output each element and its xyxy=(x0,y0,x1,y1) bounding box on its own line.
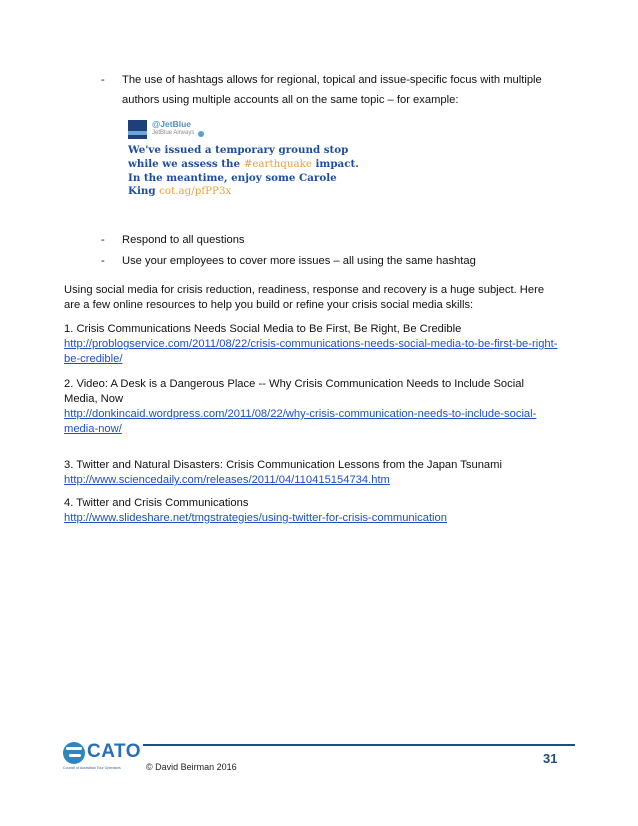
logo-subtitle: Council of Australian Tour Operators xyxy=(63,766,121,770)
resource-title: 1. Crisis Communications Needs Social Media to Be First, Be Right, Be Credible xyxy=(64,323,462,335)
copyright-notice: © David Beirman 2016 xyxy=(146,762,237,772)
tweet-hashtag: #earthquake xyxy=(243,157,312,170)
bullet-dash: - xyxy=(101,74,105,86)
tweet-handle: @JetBlue xyxy=(152,119,191,129)
tweet-text-segment: impact. xyxy=(311,157,359,170)
logo-wordmark: CATO xyxy=(87,741,142,762)
tweet-text-segment: while we assess the xyxy=(128,157,244,170)
resource-item-4 xyxy=(64,496,576,526)
resource-link[interactable]: media-now/ xyxy=(64,423,122,435)
tweet-text xyxy=(128,144,359,199)
resource-link[interactable]: http://donkincaid.wordpress.com/2011/08/22/why-crisis-communication-needs-to-include-social- xyxy=(64,408,537,420)
intro-paragraph xyxy=(64,283,576,313)
resource-link[interactable]: http://www.sciencedaily.com/releases/2011/04/110415154734.htm xyxy=(64,474,390,486)
resource-item-3 xyxy=(64,458,576,488)
tweet-image xyxy=(128,120,388,212)
tweet-link: cot.ag/pfPP3x xyxy=(159,185,232,198)
bullet-hashtags xyxy=(101,72,581,108)
jetblue-logo-icon xyxy=(128,120,147,139)
tweet-line: We've issued a temporary ground stop xyxy=(128,144,349,156)
page-number: 31 xyxy=(543,751,558,766)
bullet-dash: - xyxy=(101,234,105,246)
bullet-respond xyxy=(101,232,581,248)
paragraph-line: Using social media for crisis reduction, readiness, response and recovery is a huge subject. Here xyxy=(64,284,545,296)
resource-title: Media, Now xyxy=(64,393,124,405)
globe-icon xyxy=(63,742,85,764)
resource-item-2 xyxy=(64,377,576,437)
tweet-text-segment: King xyxy=(128,185,160,198)
resource-link[interactable]: http://problogservice.com/2011/08/22/crisis-communications-needs-social-media-to-be-first-be-right- xyxy=(64,338,558,350)
resource-title: 2. Video: A Desk is a Dangerous Place -- Why Crisis Communication Needs to Include Social xyxy=(64,378,524,390)
bullet-text: Respond to all questions xyxy=(122,234,245,246)
paragraph-line: are a few online resources to help you build or refine your crisis social media skills: xyxy=(64,299,474,311)
bullet-text-line: authors using multiple accounts all on the same topic – for example: xyxy=(122,94,459,106)
bullet-employees xyxy=(101,253,581,269)
resource-link[interactable]: http://www.slideshare.net/tmgstrategies/using-twitter-for-crisis-communication xyxy=(64,512,447,524)
resource-title: 3. Twitter and Natural Disasters: Crisis Communication Lessons from the Japan Tsunami xyxy=(64,459,502,471)
cato-logo xyxy=(63,742,143,772)
verified-icon xyxy=(198,131,204,137)
tweet-line xyxy=(128,185,359,199)
resource-link[interactable]: be-credible/ xyxy=(64,353,123,365)
tweet-line xyxy=(128,158,359,172)
resource-item-1 xyxy=(64,322,576,367)
footer-divider xyxy=(143,744,575,746)
tweet-account-name: JetBlue Airways xyxy=(152,130,195,136)
bullet-text: Use your employees to cover more issues – all using the same hashtag xyxy=(122,255,476,267)
bullet-dash: - xyxy=(101,255,105,267)
resource-title: 4. Twitter and Crisis Communications xyxy=(64,497,249,509)
tweet-line: In the meantime, enjoy some Carole xyxy=(128,171,337,184)
bullet-text-line: The use of hashtags allows for regional, topical and issue-specific focus with multiple xyxy=(122,74,542,86)
